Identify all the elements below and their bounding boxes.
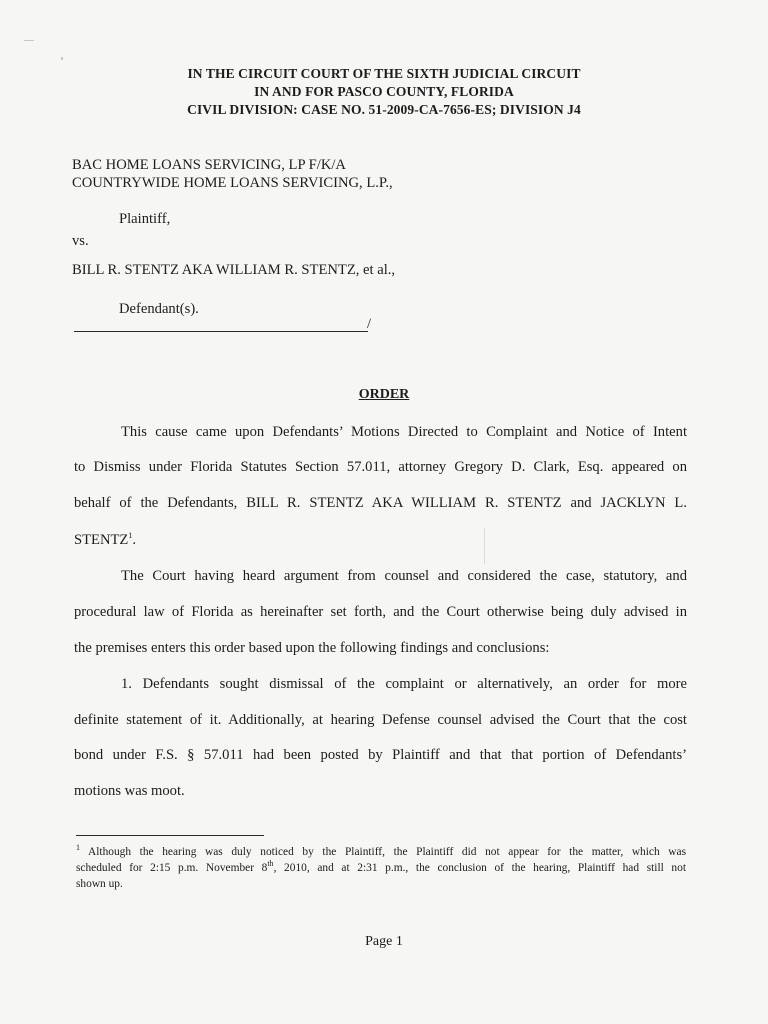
footnote-line2-start: scheduled for 2:15 p.m. November 8 — [76, 862, 268, 874]
order-title: ORDER — [358, 387, 410, 402]
caption-rule — [74, 331, 368, 332]
footnote-line2 — [76, 859, 686, 874]
footnote-reference: 1 — [128, 531, 133, 541]
defendant-role: Defendant(s). — [119, 301, 199, 317]
paragraph1-line2: to Dismiss under Florida Statutes Section 57.011, attorney Gregory D. Clark, Esq. appeared on — [74, 459, 687, 475]
footnote-rule — [76, 835, 264, 836]
page-number: Page 1 — [365, 934, 403, 949]
paragraph1-line1: This cause came upon Defendants’ Motions Directed to Complaint and Notice of Intent — [121, 424, 687, 440]
paragraph1-line4 — [74, 532, 136, 549]
court-heading-line3: CIVIL DIVISION: CASE NO. 51-2009-CA-7656-ES; DIVISION J4 — [187, 102, 581, 117]
footnote-line3: shown up. — [76, 878, 123, 890]
paragraph3-line1: 1. Defendants sought dismissal of the complaint or alternatively, an order for more — [121, 676, 687, 692]
paragraph2-line1: The Court having heard argument from counsel and considered the case, statutory, and — [121, 568, 687, 584]
defendant-name: BILL R. STENTZ AKA WILLIAM R. STENTZ, et al., — [72, 262, 396, 278]
court-heading-line2: IN AND FOR PASCO COUNTY, FLORIDA — [254, 84, 514, 99]
paragraph3-line3: bond under F.S. § 57.011 had been posted by Plaintiff and that that portion of Defendants’ — [74, 747, 687, 763]
versus: vs. — [72, 233, 89, 249]
scan-speck — [484, 528, 485, 564]
scan-speck — [61, 57, 63, 60]
paragraph1-line4-end: . — [132, 532, 136, 548]
paragraph1-line3: behalf of the Defendants, BILL R. STENTZ AKA WILLIAM R. STENTZ and JACKLYN L. — [74, 495, 687, 511]
scan-speck — [24, 40, 34, 41]
footnote-line1-text: Although the hearing was duly noticed by the Plaintiff, the Plaintiff did not appear for the matter, which was — [88, 846, 687, 858]
caption-slash: / — [367, 316, 372, 332]
paragraph2-line3: the premises enters this order based upon the following findings and conclusions: — [74, 640, 550, 656]
paragraph3-line4: motions was moot. — [74, 783, 185, 799]
court-heading-line1: IN THE CIRCUIT COURT OF THE SIXTH JUDICIAL CIRCUIT — [187, 66, 581, 81]
paragraph1-line4-text: STENTZ — [74, 532, 129, 548]
plaintiff-name-line2: COUNTRYWIDE HOME LOANS SERVICING, L.P., — [72, 175, 393, 191]
footnote-line1 — [76, 843, 687, 858]
footnote-ordinal: th — [267, 859, 274, 869]
footnote-line2-end: , 2010, and at 2:31 p.m., the conclusion of the hearing, Plaintiff had still not — [273, 862, 686, 874]
plaintiff-role: Plaintiff, — [119, 211, 171, 227]
paragraph2-line2: procedural law of Florida as hereinafter set forth, and the Court otherwise being duly advised in — [74, 604, 687, 620]
footnote-marker: 1 — [76, 843, 80, 853]
plaintiff-name-line1: BAC HOME LOANS SERVICING, LP F/K/A — [72, 157, 346, 173]
paragraph3-line2: definite statement of it. Additionally, at hearing Defense counsel advised the Court that the cost — [74, 712, 687, 728]
